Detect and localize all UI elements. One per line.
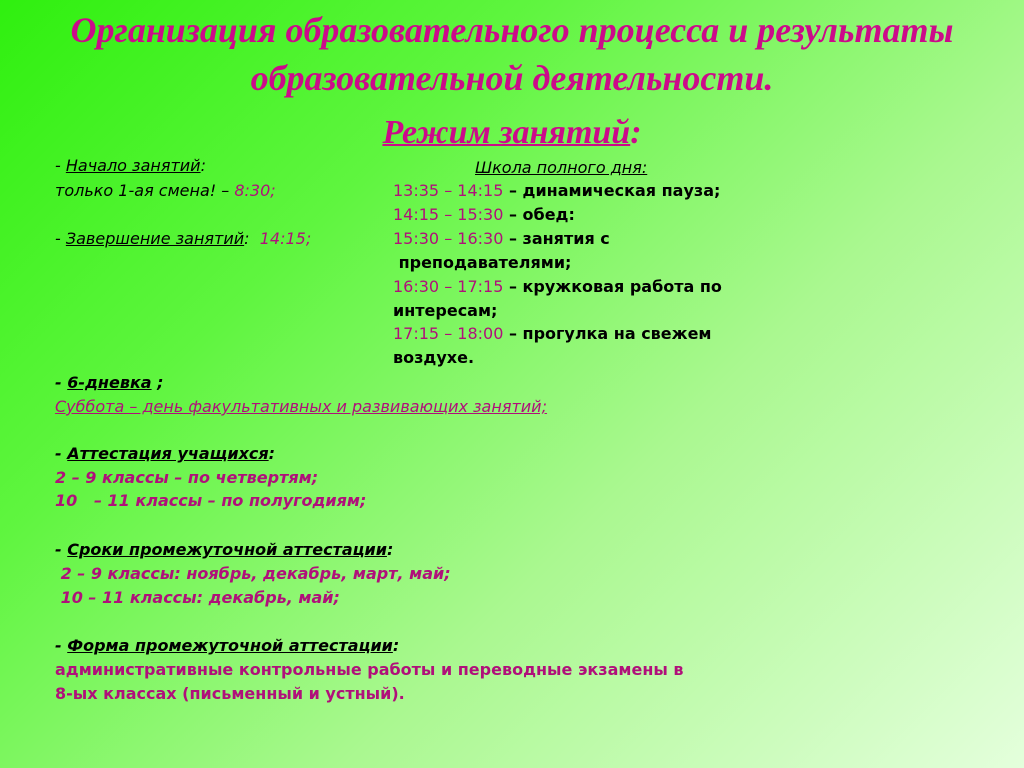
shift-line <box>55 181 276 201</box>
week-label: 6-дневка <box>67 373 152 392</box>
schedule-row <box>393 205 575 225</box>
schedule-row <box>393 229 610 249</box>
schedule-text: – динамическая пауза; <box>503 181 721 200</box>
schedule-text: – обед: <box>503 205 575 224</box>
form-heading <box>55 636 399 656</box>
end-lessons-label: Завершение занятий <box>65 229 245 248</box>
schedule-row-continuation: преподавателями; <box>393 253 572 272</box>
terms-label: Сроки промежуточной аттестации <box>67 540 387 559</box>
schedule-row <box>393 277 722 297</box>
dash: - <box>55 540 68 559</box>
schedule-text: – прогулка на свежем <box>503 324 712 343</box>
start-lessons-line <box>55 156 206 176</box>
colon: : <box>392 636 400 655</box>
schedule-row-continuation: интересам; <box>393 301 498 320</box>
form-line-1: административные контрольные работы и переводные экзамены в <box>55 660 684 679</box>
schedule-text: – кружковая работа по <box>503 277 722 296</box>
colon: : <box>386 540 394 559</box>
subtitle-text: Режим занятий <box>382 114 631 151</box>
dash: - <box>55 156 66 175</box>
dash: - <box>55 229 66 248</box>
colon: : <box>268 444 276 463</box>
terms-line-2: 10 – 11 классы: декабрь, май; <box>55 588 340 607</box>
slide-title-line-2: образовательной деятельности. <box>250 58 774 98</box>
colon: : <box>244 229 250 248</box>
start-lessons-label: Начало занятий <box>65 156 201 175</box>
week-line <box>55 373 164 393</box>
dash: - <box>55 636 68 655</box>
end-lessons-line <box>55 229 311 249</box>
full-day-school-heading: Школа полного дня: <box>475 158 648 177</box>
colon: : <box>200 156 206 175</box>
week-tail: ; <box>151 373 164 392</box>
attestation-heading <box>55 444 275 464</box>
attestation-line-2: 10 – 11 классы – по полугодиям; <box>55 491 367 510</box>
schedule-time: 13:35 – 14:15 <box>393 181 504 200</box>
schedule-row <box>393 181 720 201</box>
start-time: 8:30; <box>234 181 276 200</box>
slide-title-line-1: Организация образовательного процесса и результаты <box>70 10 954 50</box>
end-time: 14:15; <box>259 229 312 248</box>
schedule-time: 16:30 – 17:15 <box>393 277 504 296</box>
schedule-time: 14:15 – 15:30 <box>393 205 504 224</box>
terms-line-1: 2 – 9 классы: ноябрь, декабрь, март, май; <box>55 564 451 583</box>
attestation-line-1: 2 – 9 классы – по четвертям; <box>55 468 319 487</box>
attestation-label: Аттестация учащихся <box>67 444 269 463</box>
schedule-row-continuation: воздухе. <box>393 348 475 367</box>
terms-heading <box>55 540 393 560</box>
shift-text: только 1-ая смена! – <box>55 181 235 200</box>
form-line-2: 8-ых классах (письменный и устный). <box>55 684 405 703</box>
form-label: Форма промежуточной аттестации <box>67 636 393 655</box>
subtitle-colon: : <box>630 114 642 151</box>
schedule-time: 17:15 – 18:00 <box>393 324 504 343</box>
schedule-time: 15:30 – 16:30 <box>393 229 504 248</box>
schedule-row <box>393 324 712 344</box>
dash: - <box>55 373 68 392</box>
dash: - <box>55 444 68 463</box>
saturday-line: Суббота – день факультативных и развивающих занятий; <box>55 397 547 416</box>
schedule-text: – занятия с <box>503 229 610 248</box>
section-subtitle <box>0 110 1024 156</box>
